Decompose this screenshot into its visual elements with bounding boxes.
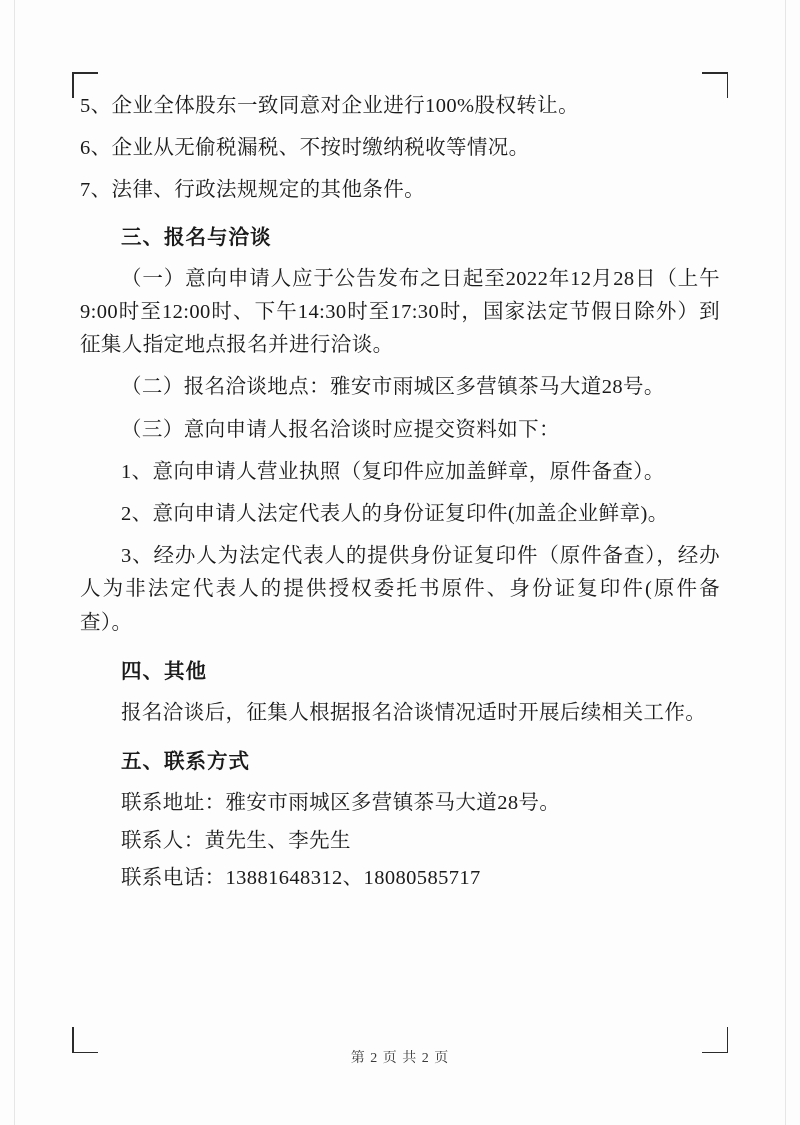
paragraph-two: （二）报名洽谈地点：雅安市雨城区多营镇茶马大道28号。 [121,376,665,399]
page-right-rule [785,0,786,1125]
section-heading-five: 五、联系方式 [121,751,250,774]
page-footer: 第 2 页 共 2 页 [350,1051,450,1066]
paragraph-one: （一）意向申请人应于公告发布之日起至2022年12月28日（上午9:00时至12:00时、下午14:30时至17:30时，国家法定节假日除外）到征集人指定地点报名并进行洽谈。 [80,267,720,357]
material-item-3: 3、经办人为法定代表人的提供身份证复印件（原件备查），经办人为非法定代表人的提供授权委托书原件、身份证复印件(原件备查）。 [80,545,720,634]
contact-person: 联系人：黄先生、李先生 [121,829,351,852]
section-heading-three: 三、报名与洽谈 [121,226,272,249]
list-item-6: 6、企业从无偷税漏税、不按时缴纳税收等情况。 [80,137,530,160]
contact-address: 联系地址：雅安市雨城区多营镇茶马大道28号。 [121,792,561,815]
material-item-1: 1、意向申请人营业执照（复印件应加盖鲜章，原件备查）。 [121,460,665,483]
list-item-5: 5、企业全体股东一致同意对企业进行100%股权转让。 [80,95,579,117]
page-left-rule [14,0,15,1125]
section-four-body: 报名洽谈后，征集人根据报名洽谈情况适时开展后续相关工作。 [121,702,707,725]
contact-phone: 联系电话：13881648312、18080585717 [121,866,481,889]
document-body [80,90,720,904]
paragraph-three: （三）意向申请人报名洽谈时应提交资料如下： [121,418,560,441]
section-heading-four: 四、其他 [121,660,207,683]
material-item-2: 2、意向申请人法定代表人的身份证复印件(加盖企业鲜章)。 [121,503,669,526]
list-item-7: 7、法律、行政法规规定的其他条件。 [80,179,426,202]
